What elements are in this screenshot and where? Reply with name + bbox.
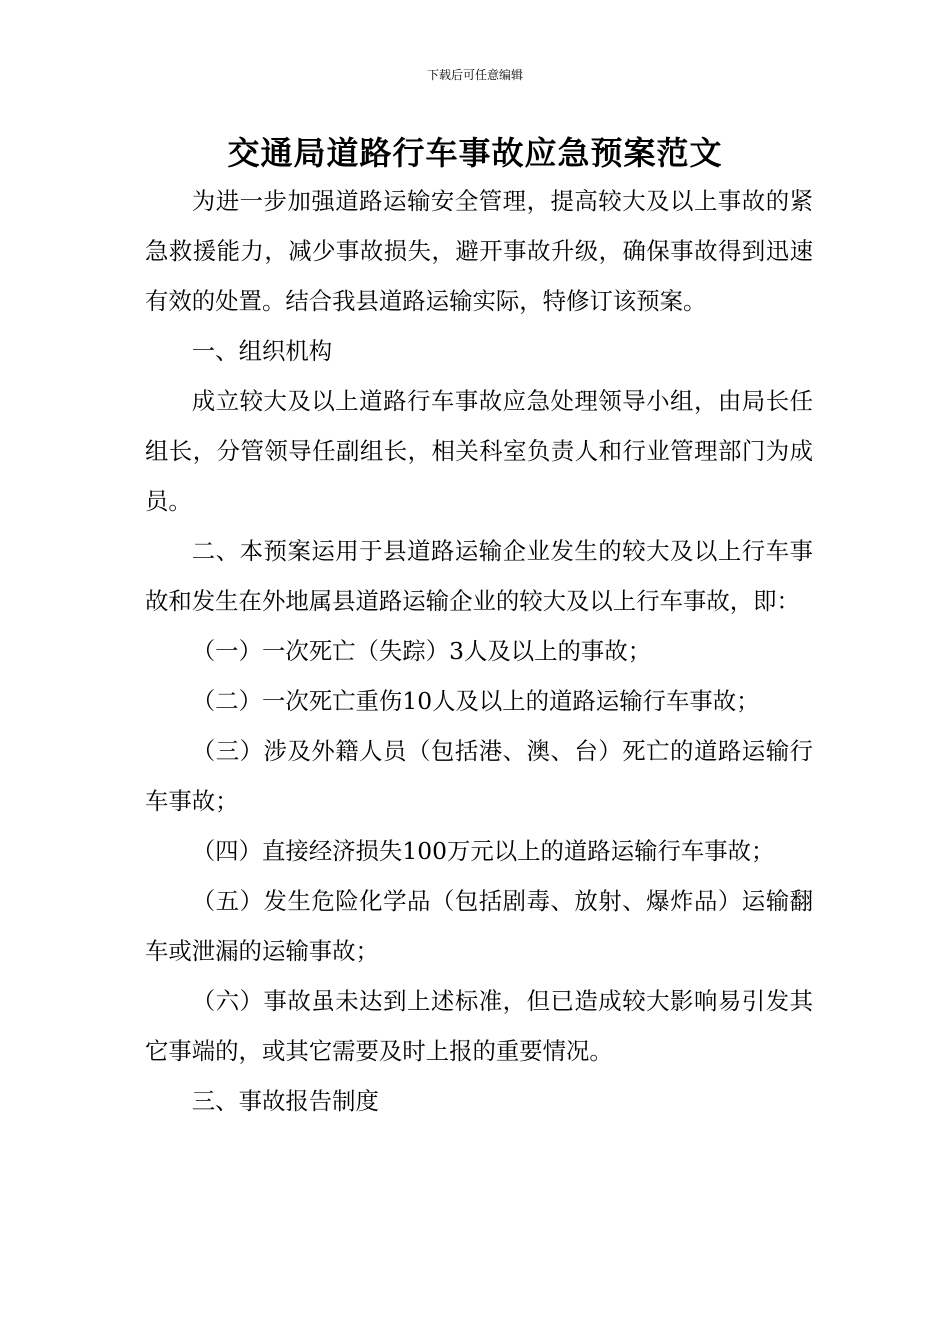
list-item-6: （六）事故虽未达到上述标准，但已造成较大影响易引发其它事端的，或其它需要及时上报的重要情况。 xyxy=(145,987,813,1065)
section-heading-organization: 一、组织机构 xyxy=(191,337,333,365)
list-item-1: （一）一次死亡（失踪）3人及以上的事故； xyxy=(191,637,652,665)
document-title: 交通局道路行车事故应急预案范文 xyxy=(227,134,723,172)
intro-paragraph: 为进一步加强道路运输安全管理，提高较大及以上事故的紧急救援能力，减少事故损失，避开事故升级，确保事故得到迅速有效的处置。结合我县道路运输实际，特修订该预案。 xyxy=(145,187,813,315)
list-item-4: （四）直接经济损失100万元以上的道路运输行车事故； xyxy=(191,837,775,865)
scope-paragraph: 二、本预案运用于县道路运输企业发生的较大及以上行车事故和发生在外地属县道路运输企业的较大及以上行车事故，即： xyxy=(145,537,813,615)
list-item-3: （三）涉及外籍人员（包括港、澳、台）死亡的道路运输行车事故； xyxy=(145,737,813,815)
document-body xyxy=(145,176,813,1126)
section-heading-reporting: 三、事故报告制度 xyxy=(191,1087,379,1115)
list-item-2: （二）一次死亡重伤10人及以上的道路运输行车事故； xyxy=(191,687,760,715)
header-note: 下载后可任意编辑 xyxy=(426,68,523,82)
organization-paragraph: 成立较大及以上道路行车事故应急处理领导小组，由局长任组长，分管领导任副组长，相关科室负责人和行业管理部门为成员。 xyxy=(145,387,813,515)
list-item-5: （五）发生危险化学品（包括剧毒、放射、爆炸品）运输翻车或泄漏的运输事故； xyxy=(145,887,813,965)
